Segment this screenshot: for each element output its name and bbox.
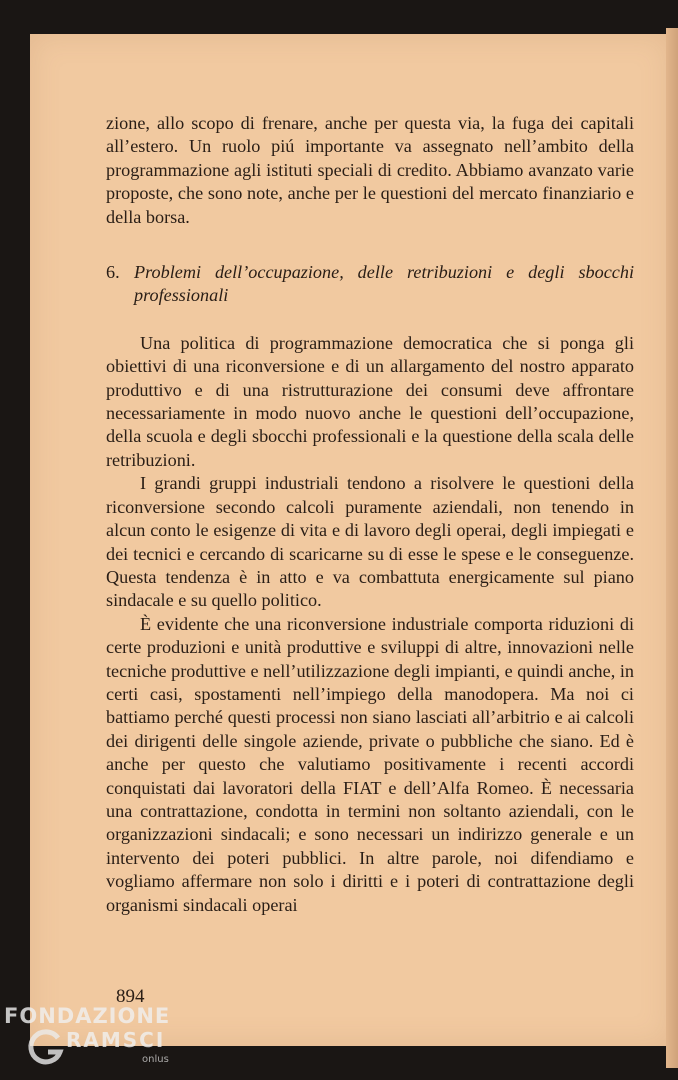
section-heading — [106, 261, 634, 308]
paragraph-continuation: zione, allo scopo di frenare, anche per questa via, la fuga dei capitali all’estero. Un ruolo piú importante va assegnato nell’ambito della programmazione agli istituti speciali di credito. Abbiamo avanzato varie proposte, che sono note, anche per le questioni del mercato finanziario e della borsa. — [106, 113, 634, 227]
watermark-subtitle: RAMSCI — [66, 1028, 166, 1052]
section-number: 6. — [106, 262, 120, 283]
watermark-title: FONDAZIONE — [4, 1004, 171, 1028]
gramsci-g-logo-icon — [26, 1028, 66, 1068]
watermark-onlus: onlus — [142, 1054, 169, 1065]
paragraph: I grandi gruppi industriali tendono a risolvere le questioni della riconversione secondo calcoli puramente aziendali, non tenendo in alcun conto le esigenze di vita e di lavoro degli operai, degli impiegati e dei tecnici e cercando di scaricarne su di esse le spese e le conseguenze. Questa tendenza è in atto e va combattuta energicamente sul piano sindacale e su quello politico. — [106, 473, 634, 611]
page-body — [106, 112, 634, 917]
fondazione-gramsci-watermark — [4, 1004, 174, 1074]
section-title: Problemi dell’occupazione, delle retribuzioni e degli sbocchi professionali — [134, 262, 634, 306]
page-edge — [666, 28, 678, 1068]
paragraph: Una politica di programmazione democratica che si ponga gli obiettivi di una riconversione e di un allargamento del nostro apparato produttivo e di una ristrutturazione dei consumi deve affrontare necessariamente in modo nuovo anche le questioni dell’occupazione, della scuola e degli sbocchi professionali e la questione della scala delle retribuzioni. — [106, 332, 634, 470]
page-number: 894 — [116, 986, 145, 1007]
paragraph: È evidente che una riconversione industriale comporta riduzioni di certe produzioni e unità produttive e sviluppi di altre, innovazioni nelle tecniche produttive e nell’utilizzazione degli impianti, e quindi anche, in certi casi, spostamenti nell’impiego della manodopera. Ma noi ci battiamo perché questi processi non siano lasciati all’arbitrio e ai calcoli dei dirigenti delle singole aziende, private o pubbliche che siano. Ed è anche per questo che valutiamo positivamente i recenti accordi conquistati dai lavoratori della FIAT e dell’Alfa Romeo. È necessaria una contrattazione, condotta in termini non soltanto aziendali, con le organizzazioni sindacali; e sono necessari un indirizzo generale e un intervento dei poteri pubblici. In altre parole, noi difendiamo e vogliamo affermare non solo i diritti e i poteri di contrattazione degli organismi sindacali operai — [106, 613, 634, 915]
